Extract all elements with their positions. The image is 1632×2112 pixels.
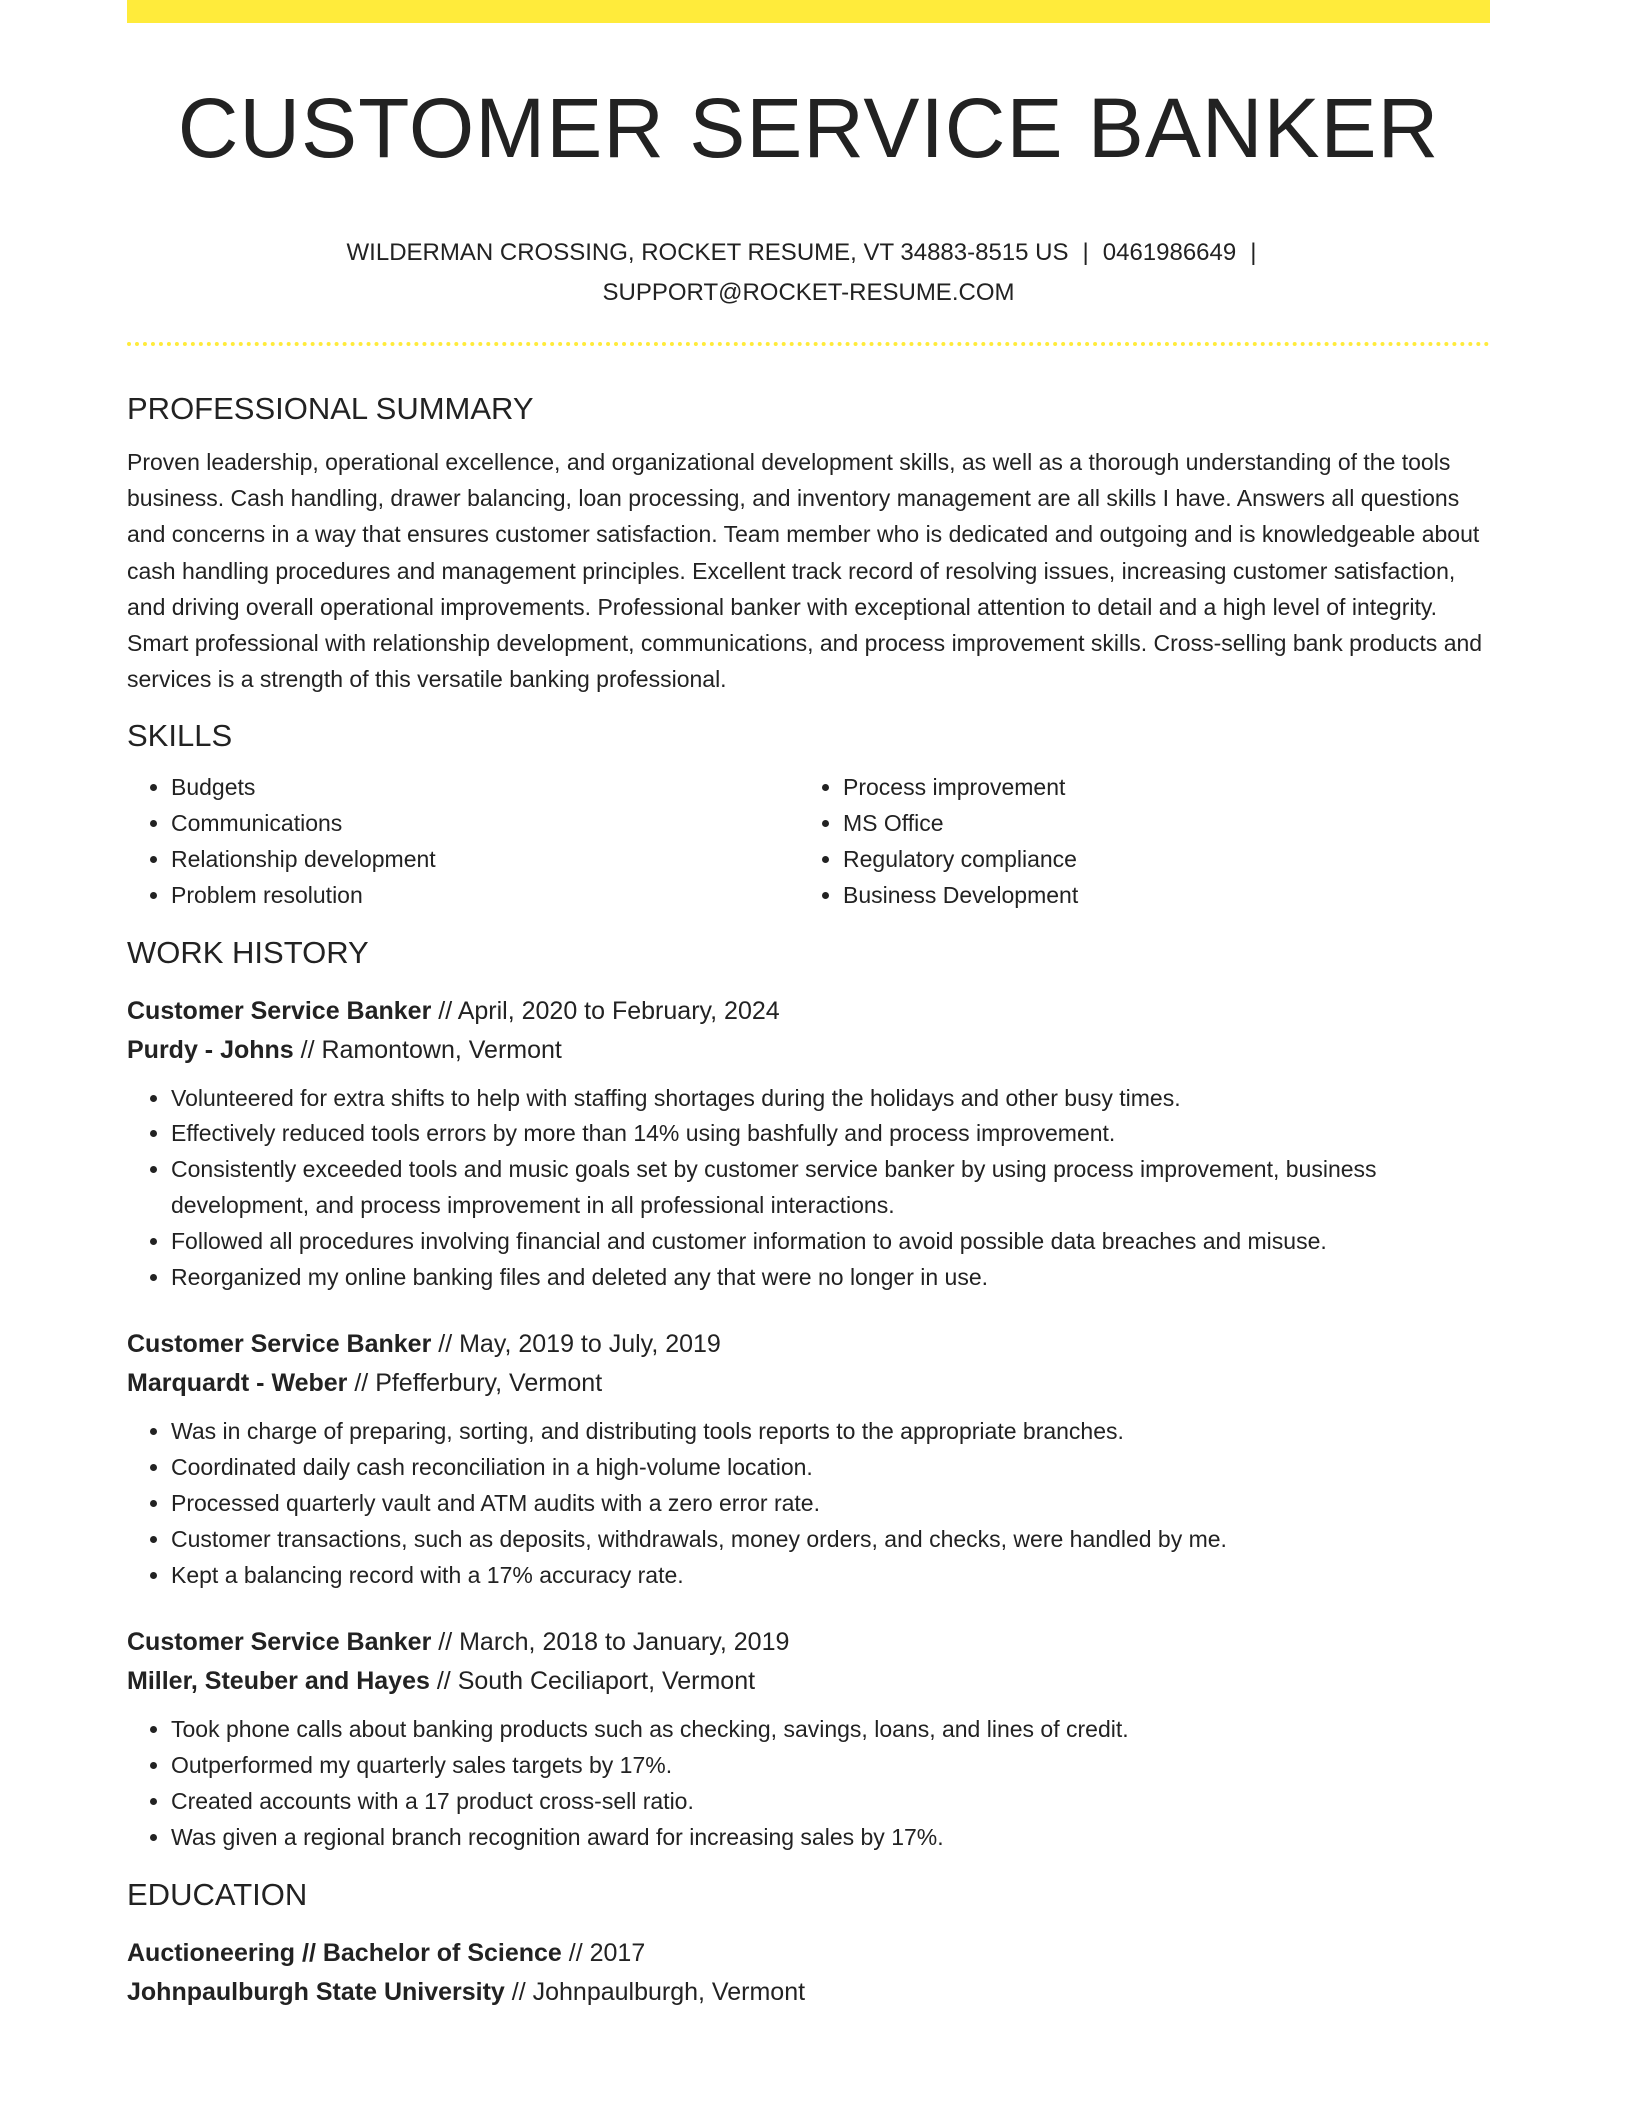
contact-separator: | xyxy=(1082,239,1089,266)
education-heading: EDUCATION xyxy=(127,1876,308,1912)
skills-list-left xyxy=(127,770,799,913)
skills-column-left xyxy=(127,770,799,913)
job-bullet: • Effectively reduced tools errors by more than 14% using bashfully and process improvement. xyxy=(171,1116,1490,1152)
job-company: Marquardt - Weber xyxy=(127,1369,348,1398)
job-bullet: • Coordinated daily cash reconciliation in a high-volume location. xyxy=(171,1450,1490,1486)
contact-address: WILDERMAN CROSSING, ROCKET RESUME, VT 34883-8515 US xyxy=(346,239,1069,266)
job-title-line xyxy=(127,1623,1490,1662)
job-bullets xyxy=(127,1712,1490,1855)
work-history-section xyxy=(127,928,1490,1856)
education-school-line xyxy=(127,1973,1490,2012)
education-entry xyxy=(127,1934,1490,2012)
job-entry xyxy=(127,1325,1490,1593)
skill-item: • Communications xyxy=(171,806,799,842)
skills-section xyxy=(127,711,1490,913)
job-bullet: • Outperformed my quarterly sales targets by 17%. xyxy=(171,1748,1490,1784)
summary-text: Proven leadership, operational excellence, and organizational development skills, as well as a thorough understanding of the tools business. Cash handling, drawer balancing, loan processing, and inventory management are all skills I have. Answers all questions and concerns in a way that ensures customer satisfaction. Team member who is dedicated and outgoing and is knowledgeable about cash handling procedures and management principles. Excellent track record of resolving issues, increasing customer satisfaction, and driving overall operational improvements. Professional banker with exceptional attention to detail and a high level of integrity. Smart professional with relationship development, communications, and process improvement skills. Cross-selling bank products and services is a strength of this versatile banking professional. xyxy=(127,449,1483,693)
job-dates: // April, 2020 to February, 2024 xyxy=(431,996,780,1025)
job-bullet: • Followed all procedures involving financial and customer information to avoid possible data breaches and misuse. xyxy=(171,1224,1490,1260)
job-title-line xyxy=(127,992,1490,1031)
job-bullet: • Kept a balancing record with a 17% accuracy rate. xyxy=(171,1558,1490,1594)
contact-separator: | xyxy=(1250,239,1257,266)
contact-info xyxy=(127,233,1490,313)
skill-item: • Budgets xyxy=(171,770,799,806)
skill-item: • Relationship development xyxy=(171,842,799,878)
job-title: Customer Service Banker xyxy=(127,1330,432,1359)
accent-top-bar xyxy=(127,0,1490,23)
resume-body xyxy=(127,384,1490,2012)
contact-line-2 xyxy=(127,273,1490,313)
job-location: // South Ceciliaport, Vermont xyxy=(429,1667,756,1696)
skills-list-right xyxy=(799,770,1471,913)
work-history-heading: WORK HISTORY xyxy=(127,934,369,970)
job-bullet: • Was in charge of preparing, sorting, and distributing tools reports to the appropriate branches. xyxy=(171,1414,1490,1450)
education-degree: Auctioneering // Bachelor of Science xyxy=(127,1938,562,1967)
job-bullet: • Consistently exceeded tools and music goals set by customer service banker by using process improvement, business development, and process improvement in all professional interactions. xyxy=(171,1152,1490,1224)
summary-section xyxy=(127,384,1490,697)
job-bullet: • Took phone calls about banking products such as checking, savings, loans, and lines of credit. xyxy=(171,1712,1490,1748)
job-title: Customer Service Banker xyxy=(127,996,432,1025)
job-bullet: • Processed quarterly vault and ATM audits with a zero error rate. xyxy=(171,1486,1490,1522)
job-location: // Pfefferbury, Vermont xyxy=(347,1369,603,1398)
education-location: // Johnpaulburgh, Vermont xyxy=(504,1977,806,2006)
education-degree-line xyxy=(127,1934,1490,1973)
job-location: // Ramontown, Vermont xyxy=(293,1035,562,1064)
job-dates: // May, 2019 to July, 2019 xyxy=(431,1330,721,1359)
job-bullet: • Reorganized my online banking files and deleted any that were no longer in use. xyxy=(171,1260,1490,1296)
skills-heading: SKILLS xyxy=(127,718,233,754)
skill-item: • MS Office xyxy=(843,806,1471,842)
contact-email: SUPPORT@ROCKET-RESUME.COM xyxy=(602,279,1015,306)
job-title: Customer Service Banker xyxy=(127,1628,432,1657)
skill-item: • Regulatory compliance xyxy=(843,842,1471,878)
job-title-line xyxy=(127,1325,1490,1364)
job-company-line xyxy=(127,1031,1490,1070)
skills-column-right xyxy=(799,770,1471,913)
skill-item: • Problem resolution xyxy=(171,878,799,914)
resume-name: CUSTOMER SERVICE BANKER xyxy=(177,81,1440,175)
education-section xyxy=(127,1870,1490,2012)
job-company-line xyxy=(127,1662,1490,1701)
education-school: Johnpaulburgh State University xyxy=(127,1977,505,2006)
job-dates: // March, 2018 to January, 2019 xyxy=(431,1628,790,1657)
header-divider xyxy=(127,342,1490,346)
summary-heading: PROFESSIONAL SUMMARY xyxy=(127,391,534,426)
job-bullet: • Created accounts with a 17 product cross-sell ratio. xyxy=(171,1784,1490,1820)
contact-phone: 0461986649 xyxy=(1102,239,1237,266)
job-entry xyxy=(127,992,1490,1296)
job-bullets xyxy=(127,1081,1490,1296)
job-entry xyxy=(127,1623,1490,1855)
skill-item: • Process improvement xyxy=(843,770,1471,806)
job-company: Miller, Steuber and Hayes xyxy=(127,1667,430,1696)
skill-item: • Business Development xyxy=(843,878,1471,914)
job-bullets xyxy=(127,1414,1490,1593)
skills-grid xyxy=(127,770,1490,913)
job-company-line xyxy=(127,1364,1490,1403)
job-bullet: • Customer transactions, such as deposits, withdrawals, money orders, and checks, were handled by me. xyxy=(171,1522,1490,1558)
education-year: // 2017 xyxy=(561,1938,646,1967)
contact-line-1 xyxy=(127,233,1490,273)
job-company: Purdy - Johns xyxy=(127,1035,294,1064)
job-bullet: • Volunteered for extra shifts to help with staffing shortages during the holidays and other busy times. xyxy=(171,1081,1490,1117)
job-bullet: • Was given a regional branch recognition award for increasing sales by 17%. xyxy=(171,1820,1490,1856)
